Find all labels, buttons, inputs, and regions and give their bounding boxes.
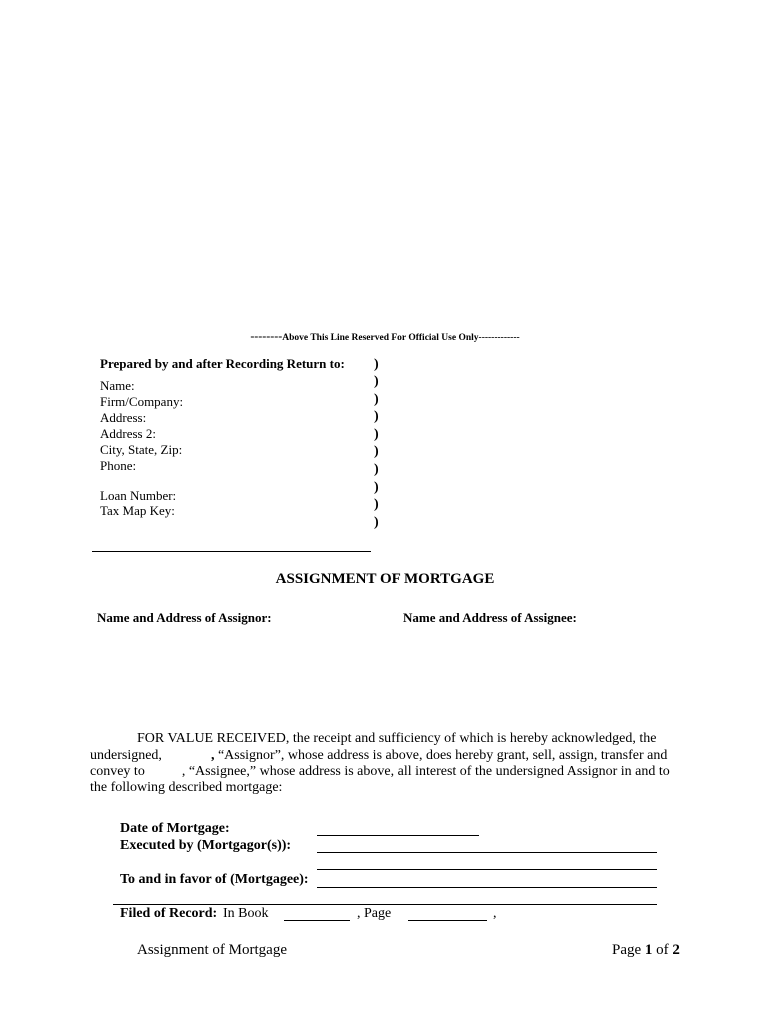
book-number-line[interactable] — [284, 920, 350, 921]
notice-dashes-left: -------- — [250, 329, 283, 343]
paren-mark: ) — [374, 392, 379, 407]
paren-mark: ) — [374, 357, 379, 372]
body-assignee-clause: , “Assignee,” whose address is above, all interest of the undersigned Assignor in and to — [181, 764, 670, 779]
document-title: ASSIGNMENT OF MORTGAGE — [275, 571, 495, 587]
paren-mark: ) — [374, 444, 379, 459]
page-number-line[interactable] — [408, 920, 487, 921]
footer-current-page: 1 — [644, 942, 653, 958]
date-of-mortgage-line[interactable] — [317, 835, 479, 836]
address-field-label: Address: — [100, 410, 147, 425]
assignee-header: Name and Address of Assignee: — [403, 610, 577, 625]
phone-field-label: Phone: — [100, 458, 137, 473]
paren-mark: ) — [374, 480, 379, 495]
mortgagor-line[interactable] — [317, 852, 657, 853]
paren-mark: ) — [374, 515, 379, 530]
loan-number-field-label: Loan Number: — [100, 488, 177, 503]
body-line-2 — [90, 748, 667, 764]
body-line-1: FOR VALUE RECEIVED, the receipt and sufficiency of which is hereby acknowledged, the — [137, 731, 657, 746]
notice-text: Above This Line Reserved For Official Use Only — [282, 333, 479, 343]
paren-mark: ) — [374, 462, 379, 477]
city-state-zip-field-label: City, State, Zip: — [100, 442, 183, 457]
firm-field-label: Firm/Company: — [100, 394, 184, 409]
date-of-mortgage-label: Date of Mortgage: — [120, 821, 230, 836]
in-book-label: In Book — [223, 906, 269, 921]
mortgagee-line-2[interactable] — [113, 904, 657, 905]
filed-of-record-label: Filed of Record: — [120, 906, 218, 921]
footer-page-word: Page — [612, 942, 642, 958]
body-undersigned: undersigned, — [90, 748, 162, 763]
paren-mark: ) — [374, 409, 379, 424]
paren-mark: ) — [374, 497, 379, 512]
mortgagee-label: To and in favor of (Mortgagee): — [120, 872, 309, 887]
footer-page-number — [612, 942, 680, 959]
body-line-4: the following described mortgage: — [90, 780, 283, 795]
prepared-by-title: Prepared by and after Recording Return to: — [100, 356, 345, 371]
executed-by-label: Executed by (Mortgagor(s)): — [120, 838, 292, 853]
page-label: , Page — [357, 906, 392, 921]
official-use-notice — [0, 329, 770, 344]
footer-document-name: Assignment of Mortgage — [137, 942, 287, 958]
name-field-label: Name: — [100, 378, 135, 393]
paren-mark: ) — [374, 427, 379, 442]
paren-mark: ) — [374, 374, 379, 389]
body-line-3 — [90, 764, 670, 780]
address2-field-label: Address 2: — [100, 426, 156, 441]
body-comma: , — [210, 748, 215, 763]
body-assignor-clause: “Assignor”, whose address is above, does hereby grant, sell, assign, transfer and — [217, 748, 668, 763]
notice-dashes-right: ------------- — [478, 333, 520, 343]
footer-total-pages: 2 — [672, 942, 680, 958]
footer-of-word: of — [656, 942, 669, 958]
prepared-by-divider — [92, 551, 371, 552]
body-convey-to: convey to — [90, 764, 145, 779]
mortgagee-line[interactable] — [317, 887, 657, 888]
tax-map-key-field-label: Tax Map Key: — [100, 503, 175, 518]
assignor-header: Name and Address of Assignor: — [97, 610, 272, 625]
trailing-comma: , — [493, 906, 497, 921]
mortgagor-line-2[interactable] — [317, 869, 657, 870]
